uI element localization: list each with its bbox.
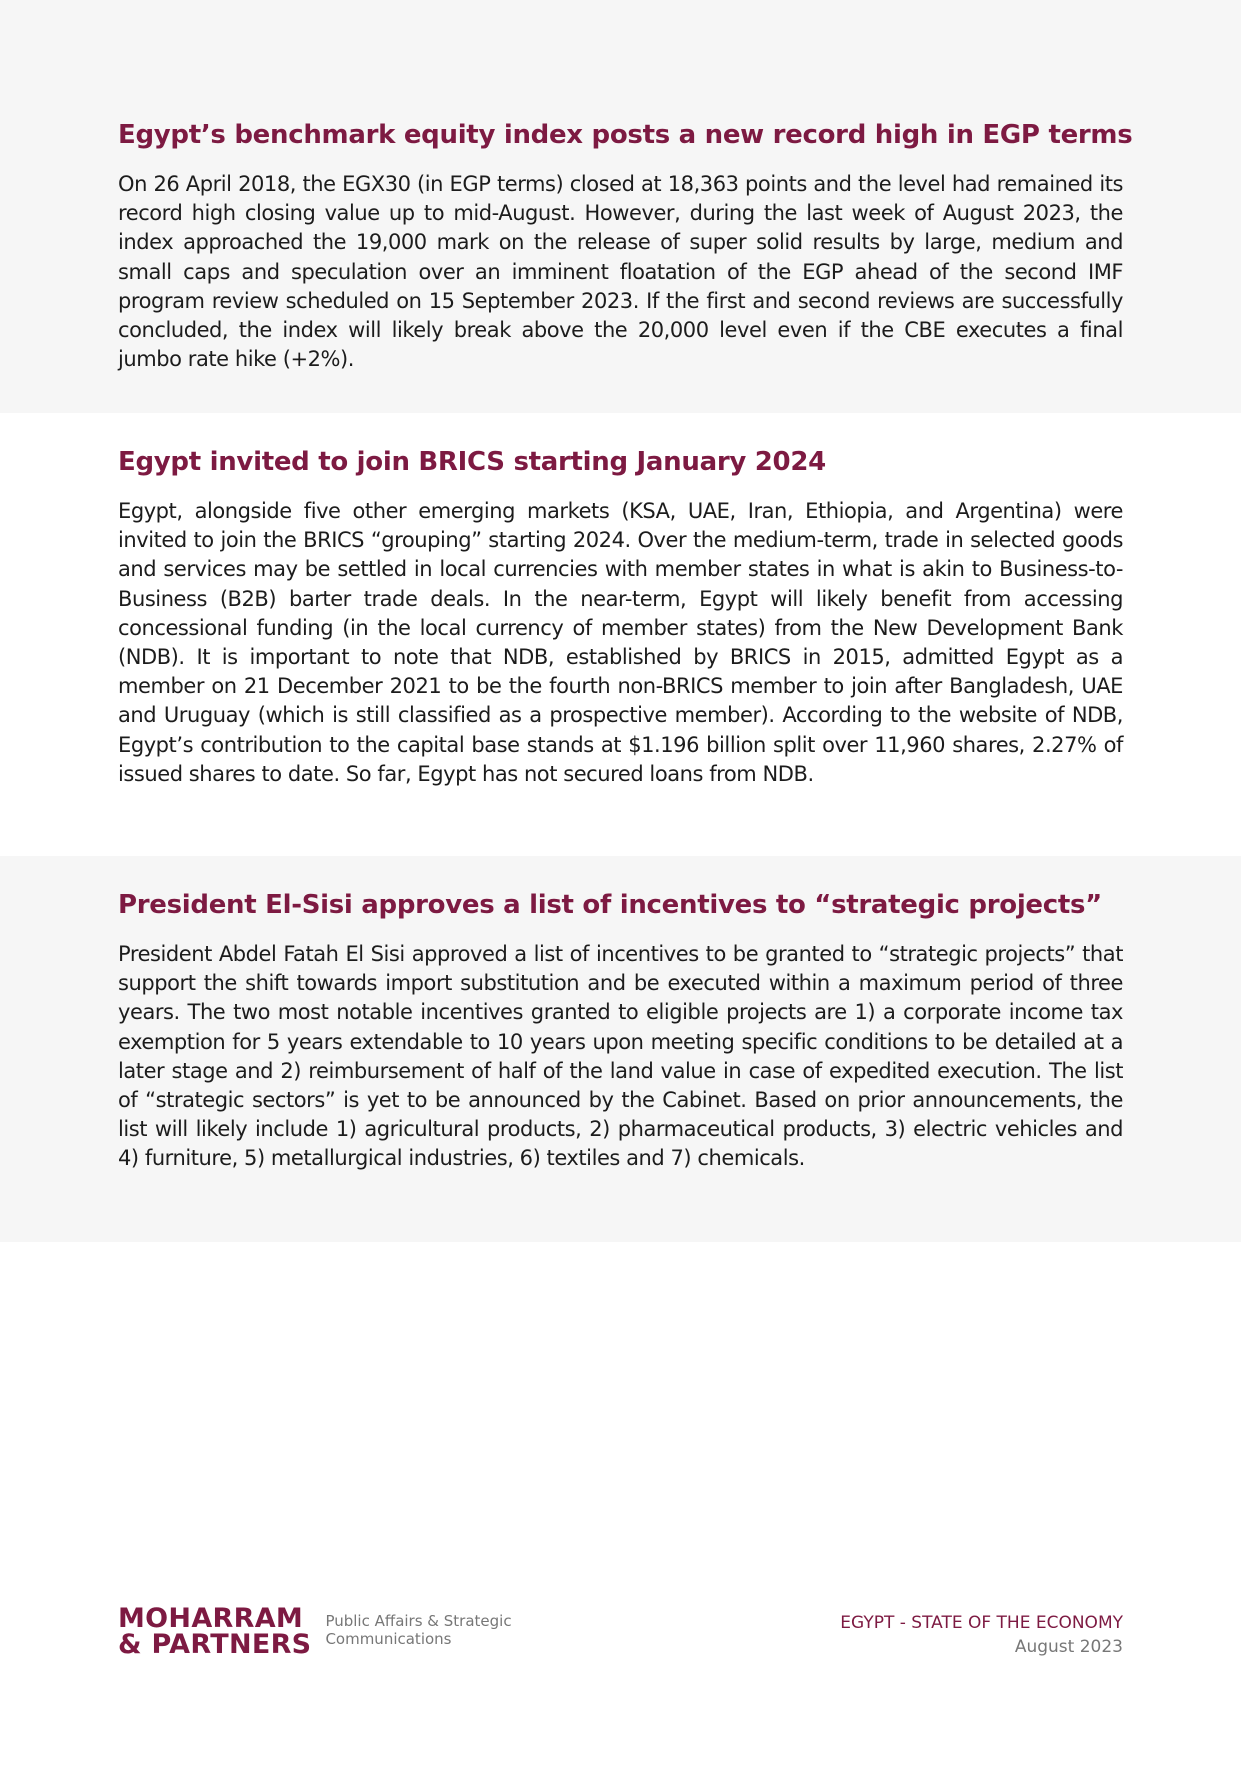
report-info (840, 1611, 1123, 1659)
section-body: Egypt, alongside five other emerging markets (KSA, UAE, Iran, Ethiopia, and Argentina) were invited to join the BRICS “grouping” starting 2024. Over the medium-term, trade in selected goods and services may be settled in local currencies with member states in what is akin to Business-to-Business (B2B) barter trade deals. In the near-term, Egypt will likely benefit from accessing concessional funding (in the local currency of member states) from the New Development Bank (NDB). It is important to note that NDB, established by BRICS in 2015, admitted Egypt as a member on 21 December 2021 to be the fourth non-BRICS member to join after Bangladesh, UAE and Uruguay (which is still classified as a prospective member). According to the website of NDB, Egypt’s contribution to the capital base stands at $1.196 billion split over 11,960 shares, 2.27% of issued shares to date. So far, Egypt has not secured loans from NDB. (118, 499, 1123, 786)
report-date: August 2023 (1014, 1637, 1123, 1657)
section-title: Egypt’s benchmark equity index posts a new record high in EGP terms (118, 120, 1133, 150)
tagline-line-2: Communications (325, 1630, 452, 1648)
logo-line-2: & PARTNERS (118, 1629, 312, 1660)
tagline-line-1: Public Affairs & Strategic (325, 1612, 512, 1630)
section-body: President Abdel Fatah El Sisi approved a list of incentives to be granted to “strategic projects” that support the shift towards import substitution and be executed within a maximum period of three years. The two most notable incentives granted to eligible projects are 1) a corporate income tax exemption for 5 years extendable to 10 years upon meeting specific conditions to be detailed at a later stage and 2) reimbursement of half of the land value in case of expedited execution. The list of “strategic sectors” is yet to be announced by the Cabinet. Based on prior announcements, the list will likely include 1) agricultural products, 2) pharmaceutical products, 3) electric vehicles and 4) furniture, 5) metallurgical industries, 6) textiles and 7) chemicals. (118, 942, 1123, 1171)
company-logo (118, 1603, 512, 1660)
section-strategic-projects (0, 856, 1241, 1242)
section-title: President El-Sisi approves a list of incentives to “strategic projects” (118, 890, 1102, 920)
logo-tagline (325, 1612, 511, 1648)
logo-wordmark (118, 1603, 312, 1660)
section-title: Egypt invited to join BRICS starting January 2024 (118, 447, 826, 477)
section-body: On 26 April 2018, the EGX30 (in EGP terms) closed at 18,363 points and the level had remained its record high closing value up to mid-August. However, during the last week of August 2023, the index approached the 19,000 mark on the release of super solid results by large, medium and small caps and speculation over an imminent floatation of the EGP ahead of the second IMF program review scheduled on 15 September 2023. If the first and second reviews are successfully concluded, the index will likely break above the 20,000 level even if the CBE executes a final jumbo rate hike (+2%). (118, 172, 1123, 372)
section-brics (0, 413, 1241, 856)
section-equity-index (0, 0, 1241, 413)
logo-line-1: MOHARRAM (118, 1603, 304, 1634)
report-title: EGYPT - STATE OF THE ECONOMY (840, 1613, 1123, 1633)
